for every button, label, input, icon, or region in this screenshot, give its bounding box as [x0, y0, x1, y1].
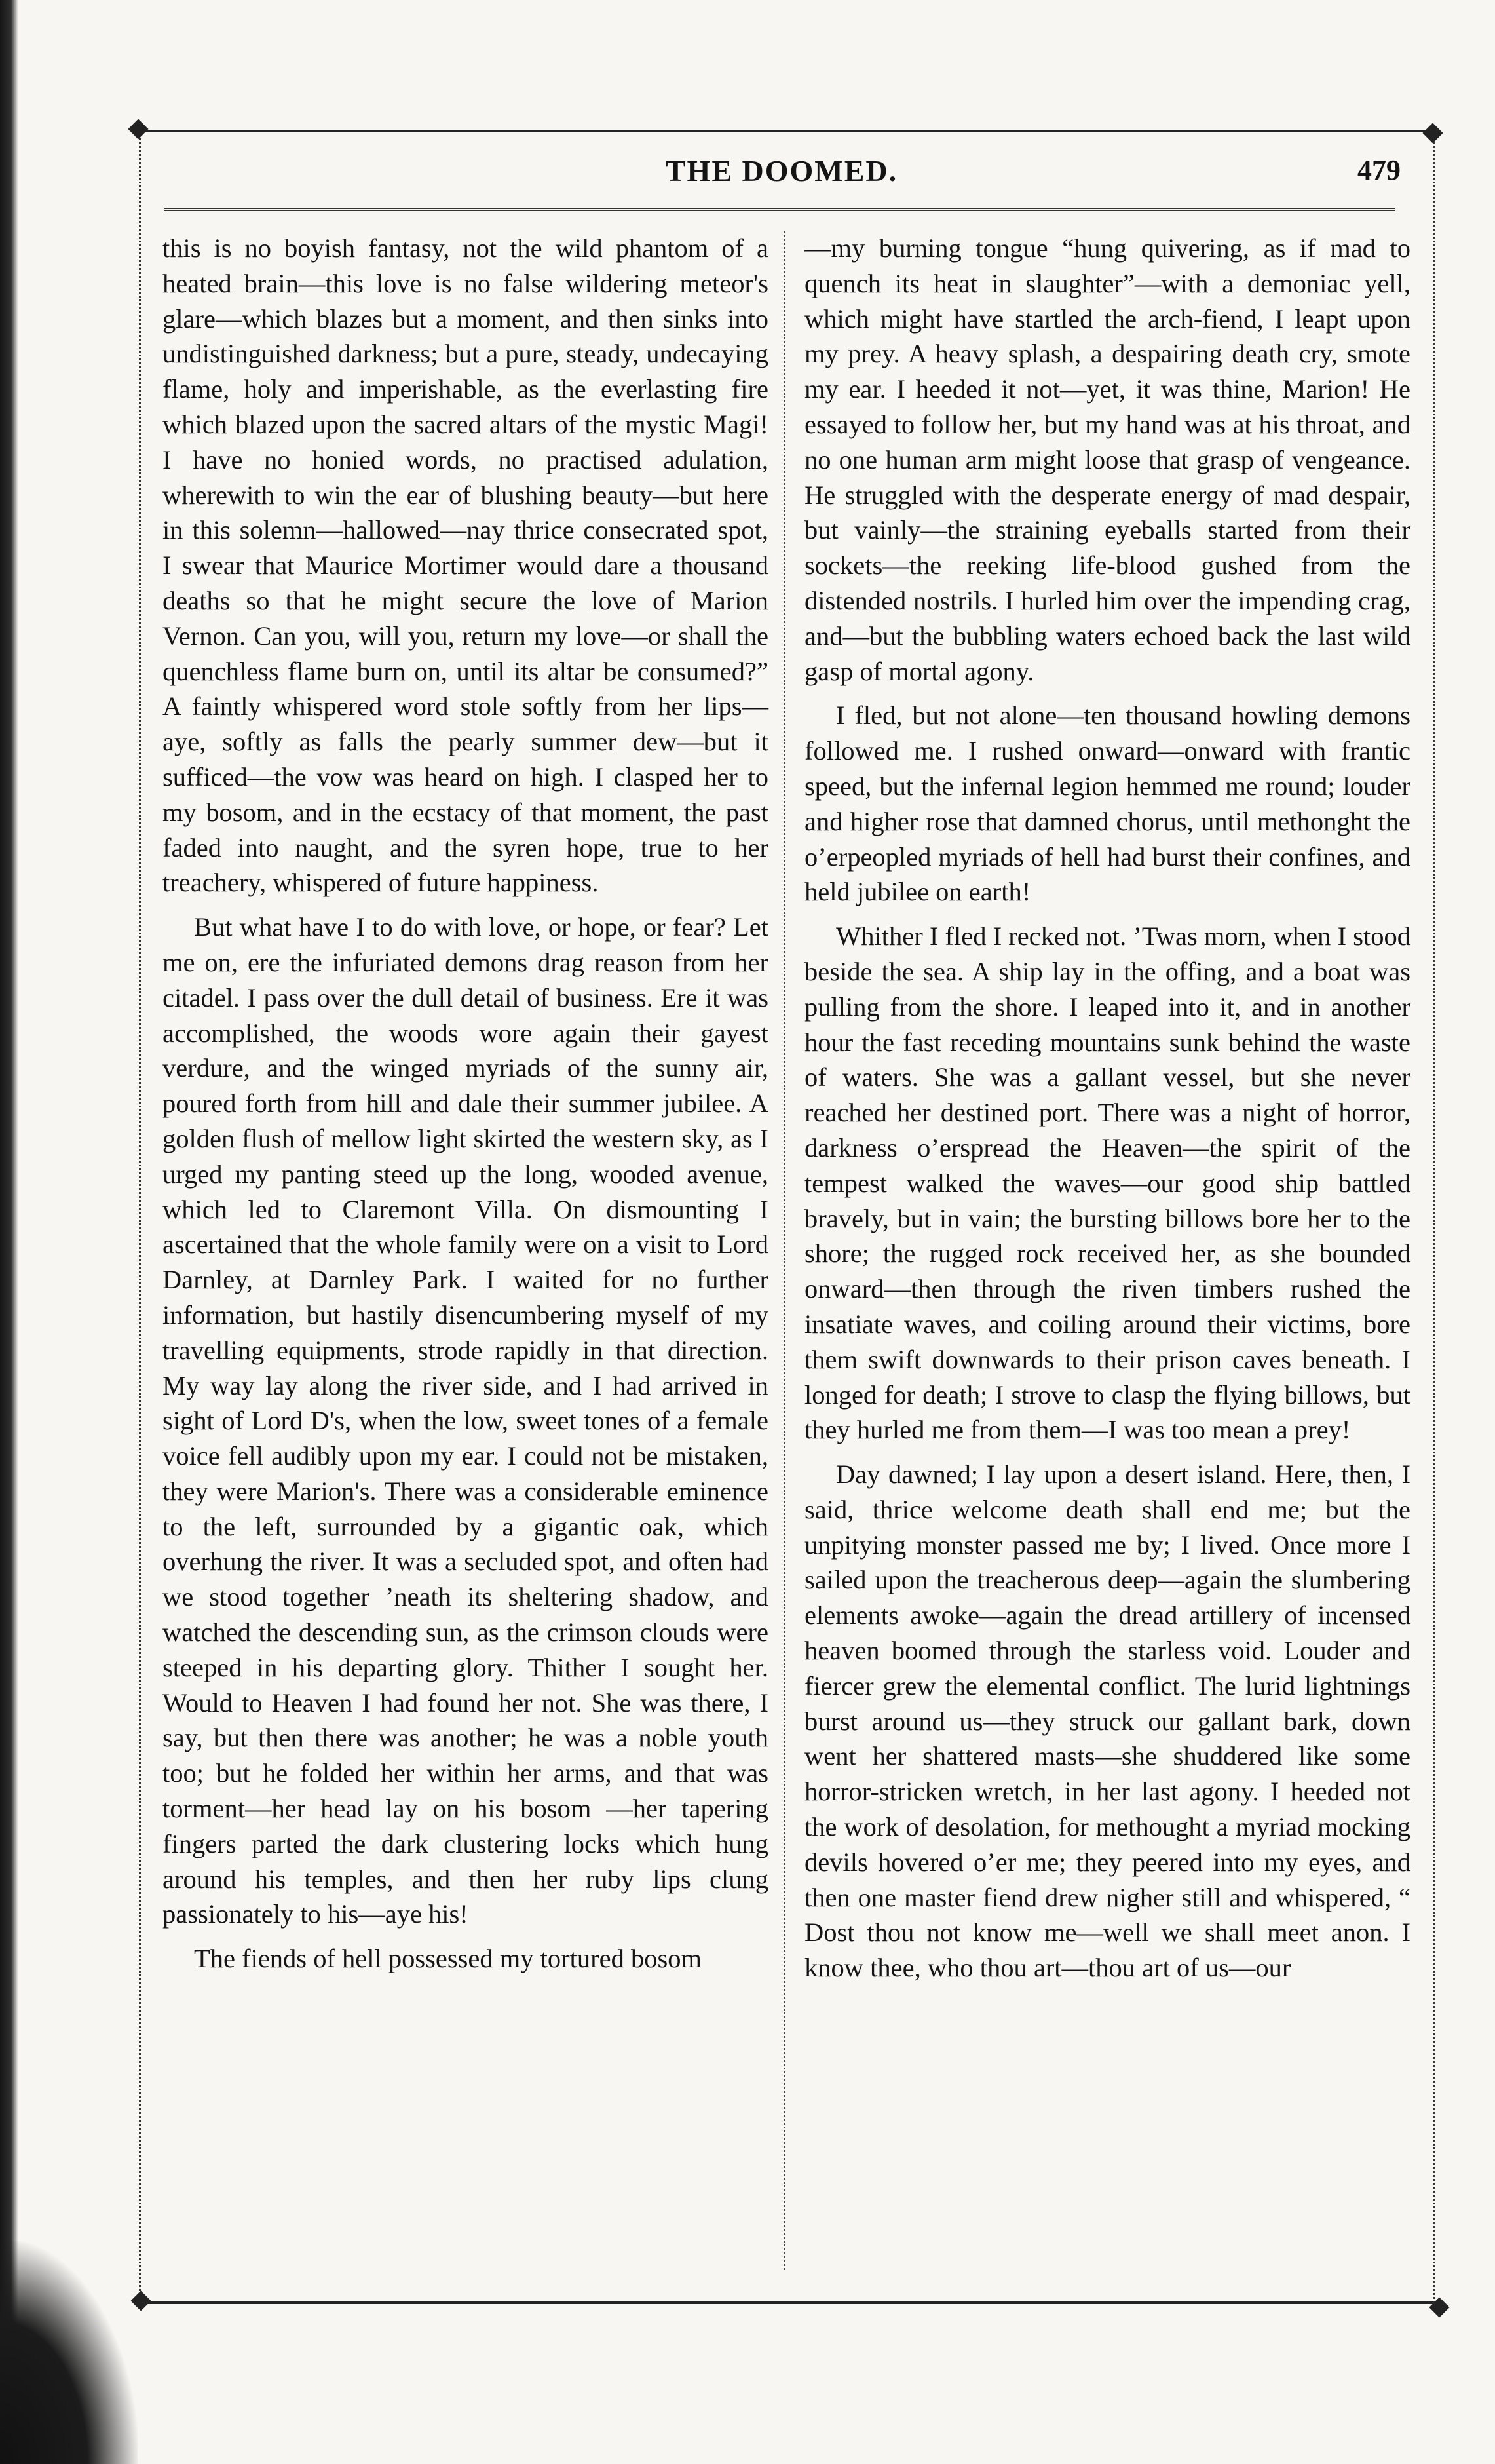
- paragraph: Day dawned; I lay upon a desert island. Here, then, I said, thrice welcome death shall end me; but the unpitying monster passed me by; I lived. Once more I sailed upon the treacherous deep—again the slumbering elements awoke—again the dread artillery of incensed heaven boomed through the starless void. Louder and fiercer grew the elemental conflict. The lurid lightnings burst around us—they struck our gallant bark, down went her shattered masts—she shuddered like some horror-stricken wretch, in her last agony. I heeded not the work of desolation, for methought a myriad mocking devils hovered o’er me; they peered into my eyes, and then one master fiend drew nigher still and whispered, “ Dost thou not know me—well we shall meet anon. I know thee, who thou art—thou art of us—our: [804, 1459, 1410, 1983]
- paragraph: this is no boyish fantasy, not the wild phantom of a heated brain—this love is no false wildering meteor's glare—which blazes but a moment, and then sinks into undistinguished darkness; but a pure, steady, undecaying flame, holy and imperishable, as the everlasting fire which blazed upon the sacred altars of the mystic Magi! I have no honied words, no practised adulation, wherewith to win the ear of blushing beauty—but here in this solemn—hallowed—nay thrice consecrated spot, I swear that Maurice Mortimer would dare a thousand deaths so that he might secure the love of Marion Vernon. Can you, will you, return my love—or shall the quenchless flame burn on, until its altar be consumed?” A faintly whispered word stole softly from her lips—aye, softly as falls the pearly summer dew—but it sufficed—the vow was heard on high. I clasped her to my bosom, and in the ecstacy of that moment, the past faded into naught, and the syren hope, true to her treachery, whispered of future happiness.: [162, 233, 768, 898]
- column-divider: [784, 231, 785, 2270]
- binding-shadow: [0, 0, 18, 2464]
- paragraph: Whither I fled I recked not. ’Twas morn, when I stood beside the sea. A ship lay in the offing, and a boat was pulling from the shore. I leaped into it, and in another hour the fast receding mountains sunk behind the waste of waters. She was a gallant vessel, but she never reached her destined port. There was a night of horror, darkness o’erspread the Heaven—the spirit of the tempest walked the waves—our good ship battled bravely, but in vain; the bursting billows bore her to the shore; the rugged rock received her, as she bounded onward—then through the riven timbers rushed the insatiate waves, and coiling around their victims, bore them swift downwards to their prison caves beneath. I longed for death; I strove to clasp the flying billows, but they hurled me from them—I was too mean a prey!: [804, 921, 1410, 1445]
- running-header: [162, 153, 1401, 206]
- header-rule: [164, 208, 1395, 211]
- paragraph: The fiends of hell possessed my tortured bosom: [194, 1944, 702, 1974]
- binding-shadow-bottom: [0, 2241, 138, 2464]
- paragraph: I fled, but not alone—ten thousand howling demons followed me. I rushed onward—onward with frantic speed, but the infernal legion hemmed me round; louder and higher rose that damned chorus, until methonght the o’erpeopled myriads of hell had burst their confines, and held jubilee on earth!: [804, 701, 1410, 907]
- text-column-right: [804, 231, 1410, 1986]
- text-column-left: [162, 231, 768, 1976]
- paragraph: But what have I to do with love, or hope, or fear? Let me on, ere the infuriated demons drag reason from her citadel. I pass over the dull detail of business. Ere it was accomplished, the woods wore again their gayest verdure, and the winged myriads of the sunny air, poured forth from hill and dale their summer jubilee. A golden flush of mellow light skirted the western sky, as I urged my panting steed up the long, wooded avenue, which led to Claremont Villa. On dismounting I ascertained that the whole family were on a visit to Lord Darnley, at Darnley Park. I waited for no further information, but hastily disencumbering myself of my travelling equipments, strode rapidly in that direction. My way lay along the river side, and I had arrived in sight of Lord D's, when the low, sweet tones of a female voice fell audibly upon my ear. I could not be mistaken, they were Marion's. There was a considerable eminence to the left, surrounded by a gigantic oak, which overhung the river. It was a secluded spot, and often had we stood together ’neath its sheltering shadow, and watched the descending sun, as the crimson clouds were steeped in his departing glory. Thither I sought her. Would to Heaven I had found her not. She was there, I say, but then there was another; he was a noble youth too; but he folded her within her arms, and that was torment—her head lay on his bosom —her tapering fingers parted the dark clustering locks which hung around his temples, and then her ruby lips clung passionately to his—aye his!: [162, 912, 768, 1929]
- paragraph: —my burning tongue “hung quivering, as if mad to quench its heat in slaughter”—with a demoniac yell, which might have startled the arch-fiend, I leapt upon my prey. A heavy splash, a despairing death cry, smote my ear. I heeded it not—yet, it was thine, Marion! He essayed to follow her, but my hand was at his throat, and no one human arm might loose that grasp of vengeance. He struggled with the desperate energy of mad despair, but vainly—the straining eyeballs started from their sockets—the reeking life-blood gushed from the distended nostrils. I hurled him over the impending crag, and—but the bubbling waters echoed back the last wild gasp of mortal agony.: [804, 233, 1410, 686]
- page-number: 479: [1357, 154, 1401, 186]
- page-title: THE DOOMED.: [665, 154, 898, 187]
